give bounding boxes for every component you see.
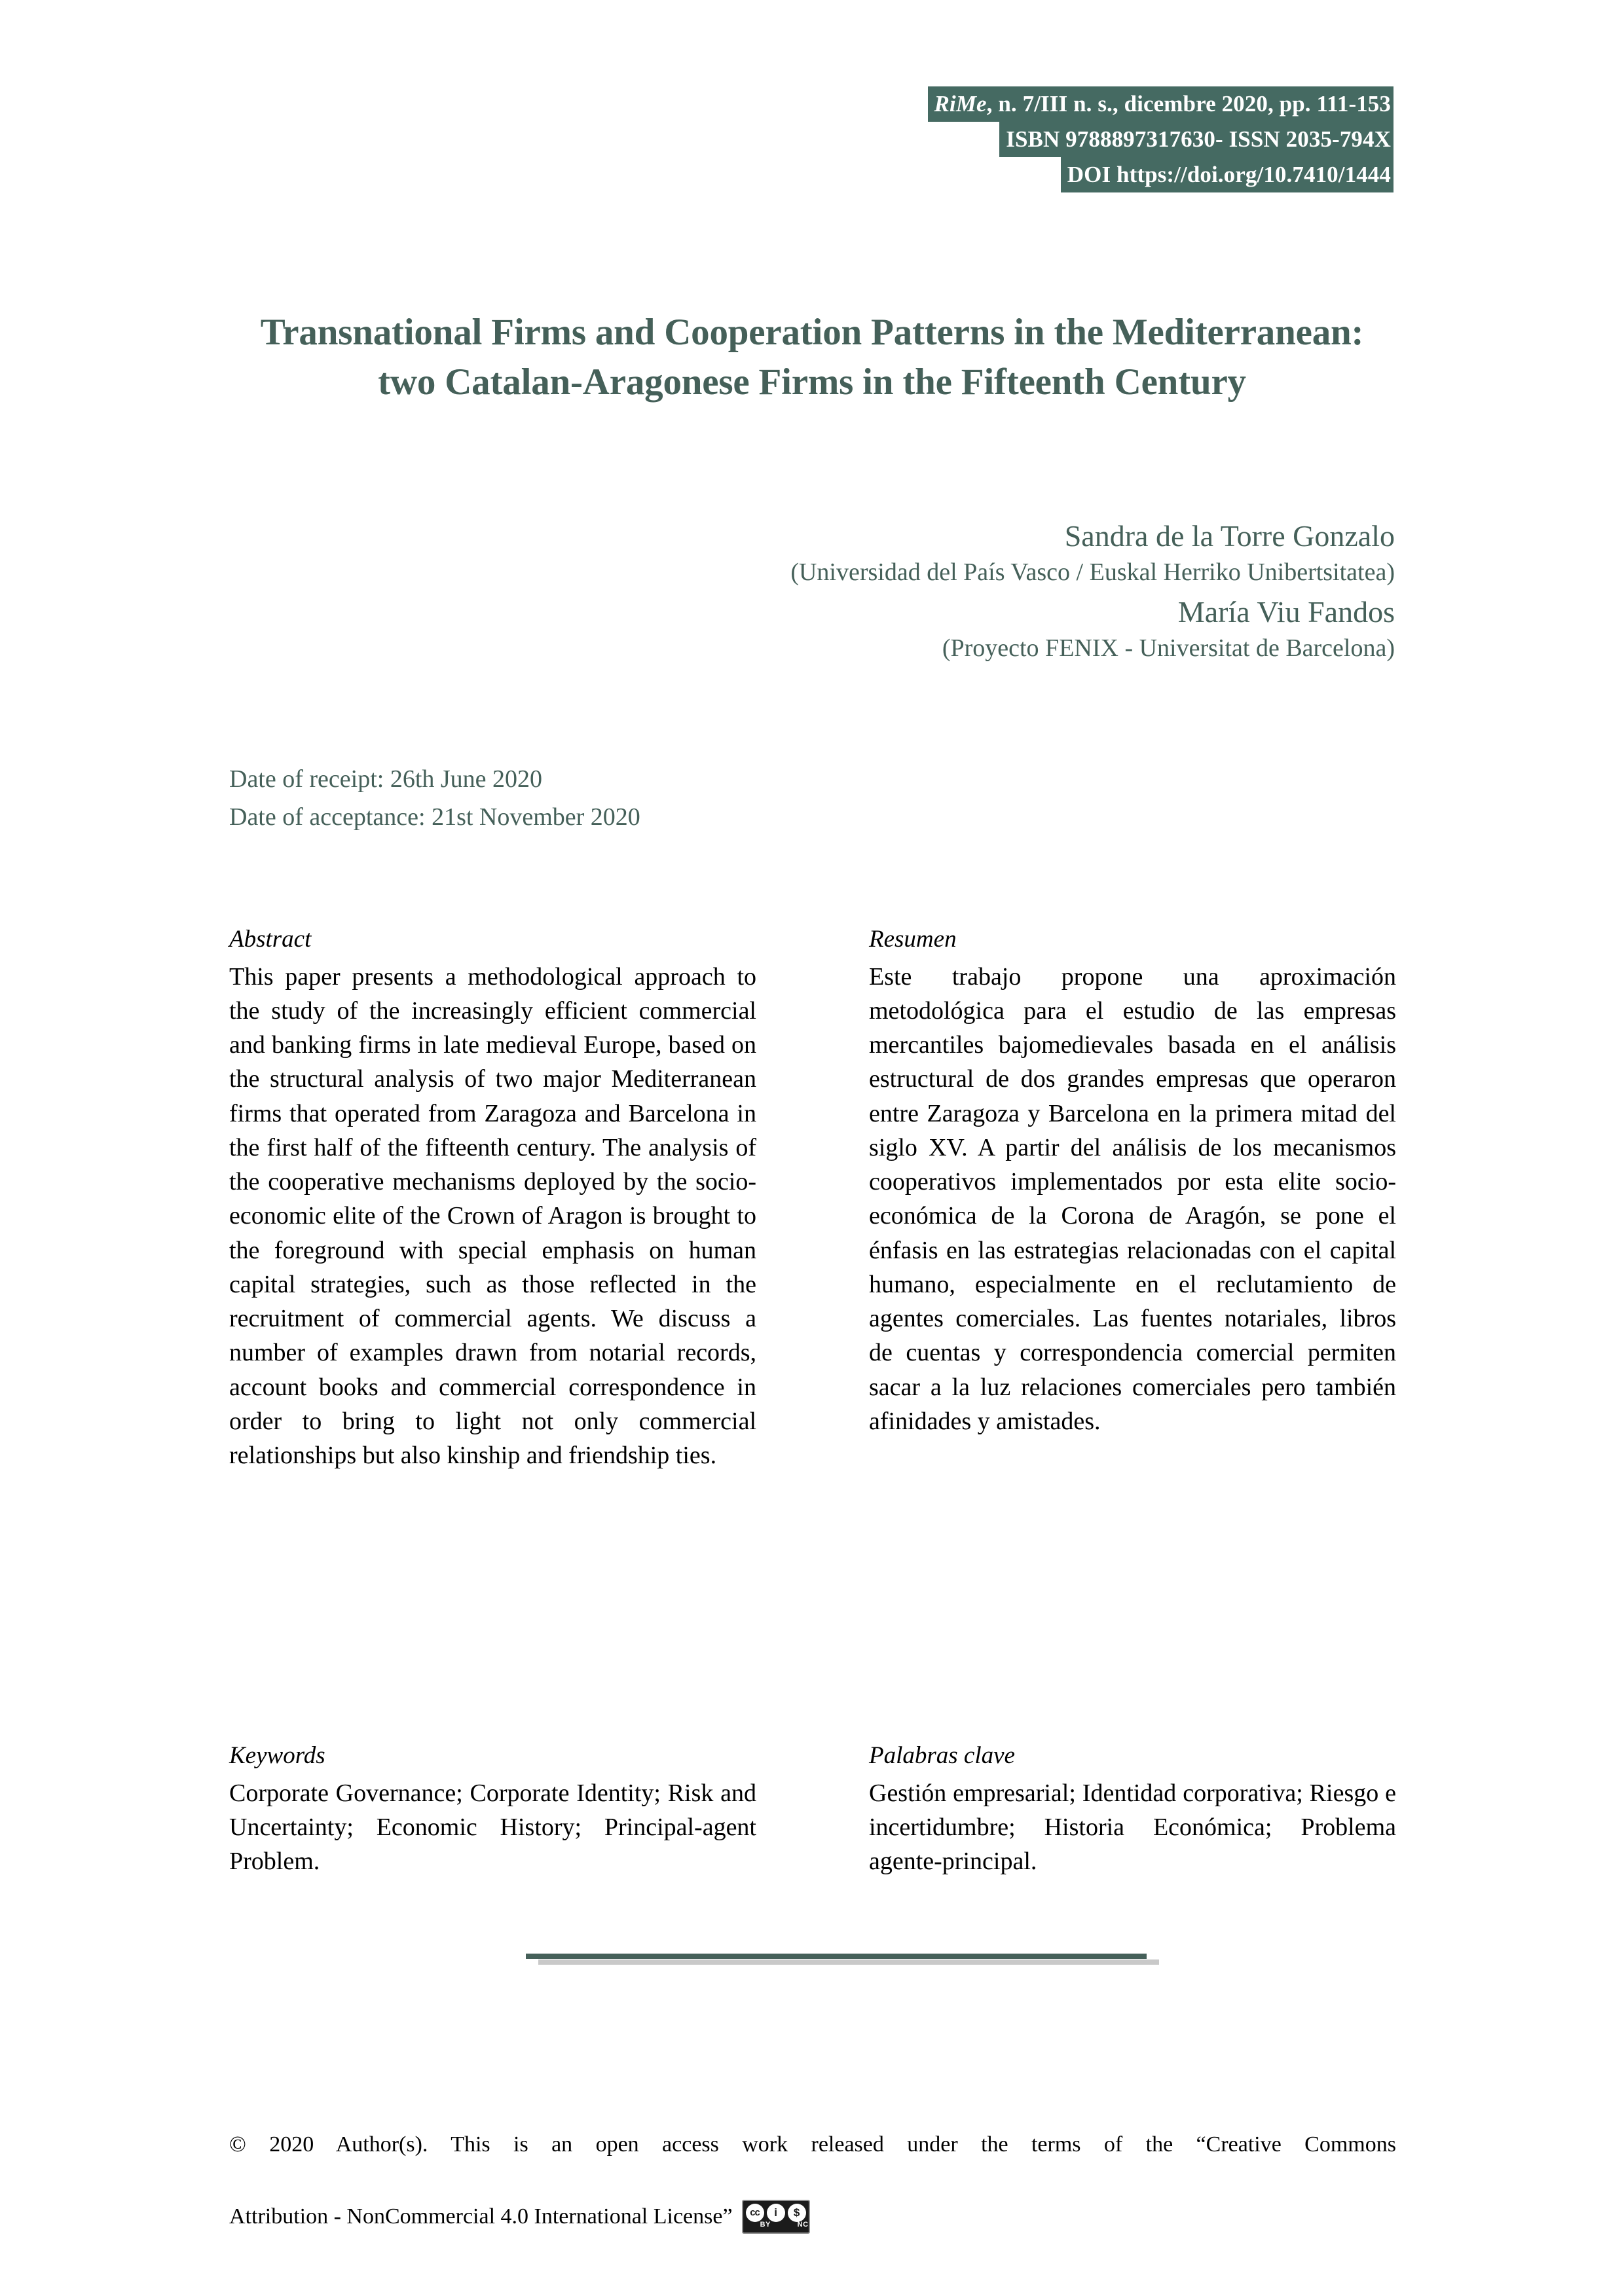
resumen-text: Este trabajo propone una aproximación metodológica para el estudio de las empresas mercantiles bajomedievales basada en el análisis estructural de dos grandes empresas que operaron entre Zaragoza y Barcelona en la primera mitad del siglo XV. A partir del análisis de los mecanismos cooperativos implementados por esta elite socio-económica de la Corona de Aragón, se pone el énfasis en las estrategias relacionadas con el capital humano, especialmente en el reclutamiento de agentes comerciales. Las fuentes notariales, libros de cuentas y correspondencia comercial permiten sacar a la luz relaciones comerciales pero también afinidades y amistades. <box>869 962 1396 1435</box>
cc-attribution-icon: i <box>767 2204 785 2222</box>
author-affiliation: (Universidad del País Vasco / Euskal Herriko Unibertsitatea) <box>790 558 1395 586</box>
journal-isbn-issn-line: ISBN 9788897317630- ISSN 2035-794X <box>999 122 1393 157</box>
page-title: Transnational Firms and Cooperation Patterns in the Mediterranean: two Catalan-Aragonese Firms in the Fifteenth Century <box>260 312 1364 403</box>
palabras-clave-text: Gestión empresarial; Identidad corporativa; Riesgo e incertidumbre; Historia Económica; Problema agente-principal. <box>869 1779 1396 1876</box>
abstract-column-spanish <box>869 922 1396 1472</box>
keywords-text: Corporate Governance; Corporate Identity; Risk and Uncertainty; Economic History; Principal-agent Problem. <box>229 1779 756 1876</box>
license-footer <box>229 2126 1396 2234</box>
keywords-heading: Keywords <box>229 1742 325 1769</box>
authors-block <box>229 517 1395 665</box>
resumen-heading: Resumen <box>869 926 957 953</box>
author-name: María Viu Fandos <box>1177 595 1395 629</box>
abstract-column-english <box>229 922 756 1472</box>
journal-issue-details: , n. 7/III n. s., dicembre 2020, pp. 111-153 <box>986 91 1391 117</box>
cc-nc-label: NC <box>797 2221 809 2229</box>
keywords-column-spanish <box>869 1738 1396 1878</box>
abstract-section <box>229 922 1396 1472</box>
date-of-receipt: Date of receipt: 26th June 2020 <box>229 765 543 793</box>
abstract-text: This paper presents a methodological approach to the study of the increasingly efficient commercial and banking firms in late medieval Europe, based on the structural analysis of two major Mediterranean firms that operated from Zaragoza and Barcelona in the first half of the fifteenth century. The analysis of the cooperative mechanisms deployed by the socio-economic elite of the Crown of Aragon is brought to the foreground with special emphasis on human capital strategies, such as those reflected in the recruitment of commercial agents. We discuss a number of examples drawn from notarial records, account books and commercial correspondence in order to bring to light not only commercial relationships but also kinship and friendship ties. <box>229 962 756 1470</box>
cc-noncommercial-icon: $ <box>788 2204 806 2222</box>
cc-by-label: BY <box>760 2221 771 2229</box>
license-text-line-1: © 2020 Author(s). This is an open access work released under the terms of the “Creative Commons <box>229 2132 1396 2157</box>
abstract-heading: Abstract <box>229 926 312 953</box>
license-text-line-2-label: Attribution - NonCommercial 4.0 International License” <box>229 2204 733 2229</box>
journal-name: RiMe <box>934 91 987 117</box>
keywords-column-english <box>229 1738 756 1878</box>
author-affiliation: (Proyecto FENIX - Universitat de Barcelona) <box>942 634 1395 663</box>
date-of-acceptance: Date of acceptance: 21st November 2020 <box>229 803 640 831</box>
cc-badge-labels <box>760 2219 809 2231</box>
creative-commons-by-nc-icon[interactable] <box>742 2200 810 2234</box>
submission-dates <box>229 761 640 837</box>
palabras-clave-heading: Palabras clave <box>869 1742 1015 1769</box>
license-text-line-2 <box>229 2198 1396 2234</box>
keywords-section <box>229 1738 1396 1878</box>
journal-doi-line[interactable]: DOI https://doi.org/10.7410/1444 <box>1061 157 1393 192</box>
section-divider <box>526 1954 1147 1959</box>
journal-header-band <box>928 86 1393 192</box>
journal-issue-line <box>928 86 1393 122</box>
author-name: Sandra de la Torre Gonzalo <box>1064 519 1395 553</box>
cc-logo-icon: cc <box>746 2204 764 2222</box>
divider-rule <box>526 1954 1147 1959</box>
divider-shadow <box>538 1959 1159 1965</box>
